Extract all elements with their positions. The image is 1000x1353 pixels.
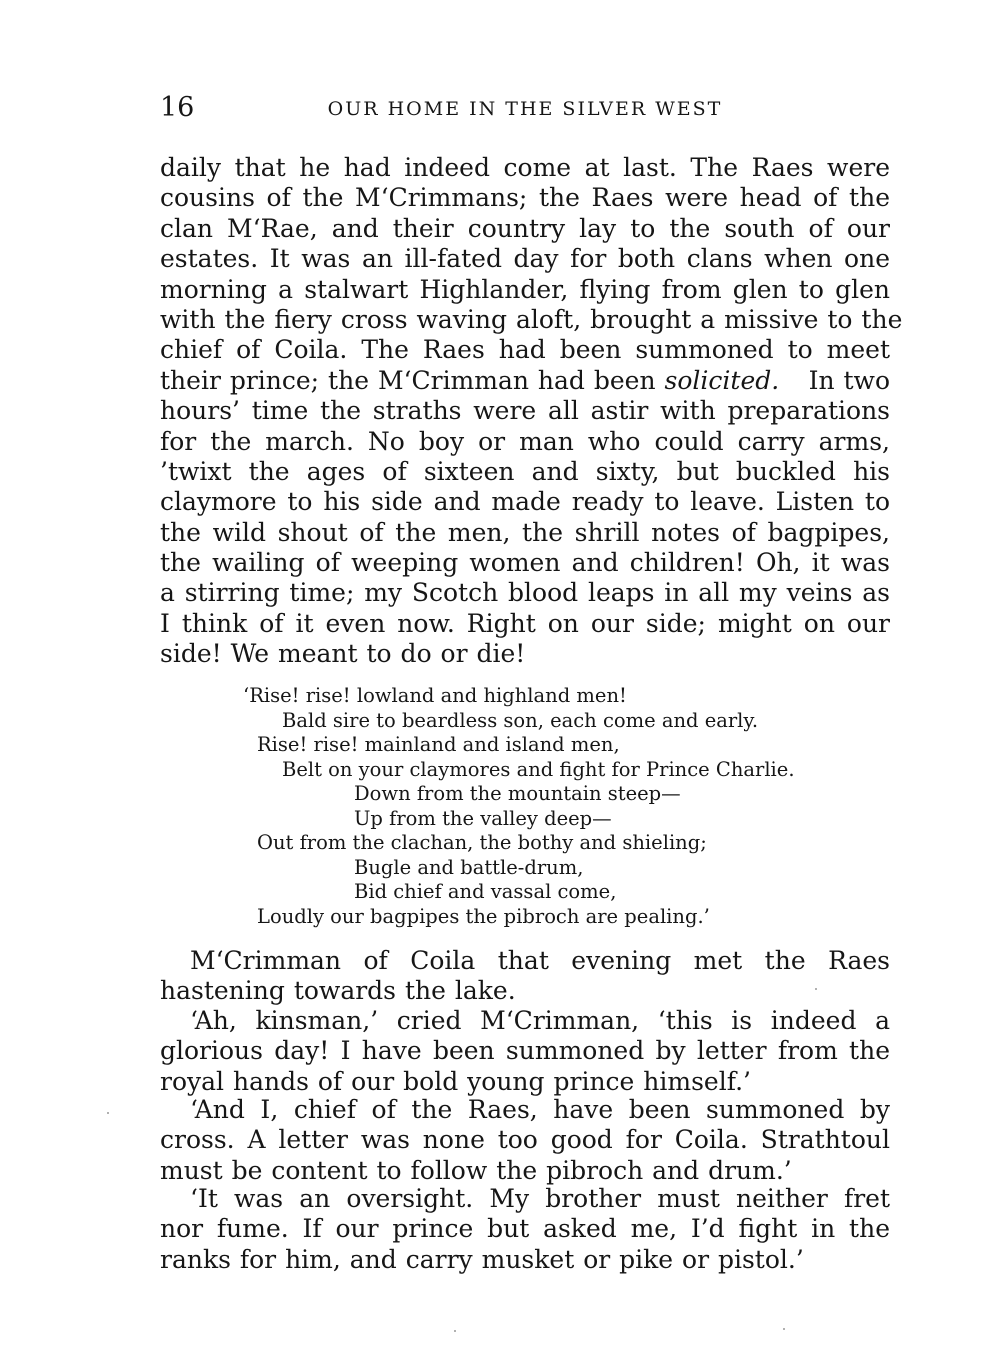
text-line: ‘It was an oversight. My brother must neither fret [190,1184,890,1213]
text-line: royal hands of our bold young prince himself.’ [160,1066,751,1096]
text-line: ‘Ah, kinsman,’ cried M‘Crimman, ‘this is indeed a [190,1006,890,1035]
verse-line: ‘Rise! rise! lowland and highland men! [243,684,627,707]
text-line: ranks for him, and carry musket or pike or pistol.’ [160,1244,804,1274]
text-line: with the fiery cross waving aloft, brought a missive to the [160,304,903,334]
verse-line: Out from the clachan, the bothy and shieling; [257,831,707,854]
scan-speck [454,1330,456,1332]
page-number: 16 [160,92,195,123]
text-line: M‘Crimman of Coila that evening met the Raes [190,946,890,975]
paragraph-4 [160,1095,890,1186]
text-line: daily that he had indeed come at last. The Raes were [160,153,890,182]
scan-speck [107,1112,109,1114]
text-segment: In two [799,365,890,395]
text-line: morning a stalwart Highlander, flying from glen to glen [160,274,890,304]
verse-line: Down from the mountain steep— [354,782,681,805]
text-line: ‘And I, chief of the Raes, have been summoned by [190,1095,890,1124]
text-line: side! We meant to do or die! [160,639,526,669]
paragraph-5 [160,1184,890,1275]
verse-line: Bid chief and vassal come, [354,880,617,903]
text-line: chief of Coila. The Raes had been summoned to meet [160,335,890,365]
text-line: hastening towards the lake. [160,976,516,1006]
scan-speck [783,1328,785,1330]
paragraph-1 [160,153,903,670]
verse-line: Up from the valley deep— [354,806,612,830]
paragraph-2 [160,946,890,1007]
paragraph-3 [160,1006,890,1097]
text-line: ’twixt the ages of sixteen and sixty, but buckled his [160,456,890,486]
scan-speck [815,988,817,990]
text-line: estates. It was an ill-fated day for both clans when one [160,244,890,274]
text-line: claymore to his side and made ready to leave. Listen to [160,487,890,517]
text-line [160,366,890,396]
text-line: for the march. No boy or man who could carry arms, [160,426,890,456]
italic-word: solicited. [664,365,780,395]
text-line: hours’ time the straths were all astir with preparations [160,396,890,426]
text-line: glorious day! I have been summoned by letter from the [160,1036,890,1066]
text-line: the wailing of weeping women and children! Oh, it was [160,548,890,578]
text-line: nor fume. If our prince but asked me, I’d fight in the [160,1214,890,1244]
text-line: a stirring time; my Scotch blood leaps in all my veins as [160,578,890,608]
verse-line: Rise! rise! mainland and island men, [257,733,620,756]
text-line: cross. A letter was none too good for Coila. Strathtoul [160,1125,890,1155]
verse-line: Belt on your claymores and fight for Prince Charlie. [282,757,795,781]
verse-line: Bald sire to beardless son, each come and early. [282,708,759,732]
text-line: the wild shout of the men, the shrill notes of bagpipes, [160,517,890,547]
text-line: I think of it even now. Right on our side; might on our [160,608,890,638]
page-header [160,90,890,126]
verse-line: Bugle and battle-drum, [354,855,584,879]
verse-line: Loudly our bagpipes the pibroch are pealing.’ [257,904,710,928]
text-line: clan M‘Rae, and their country lay to the south of our [160,213,890,243]
text-segment: their prince; the M‘Crimman had been [160,365,665,395]
running-title: OUR HOME IN THE SILVER WEST [327,98,723,120]
text-line: must be content to follow the pibroch and drum.’ [160,1155,792,1185]
text-line: cousins of the M‘Crimmans; the Raes were head of the [160,183,890,213]
